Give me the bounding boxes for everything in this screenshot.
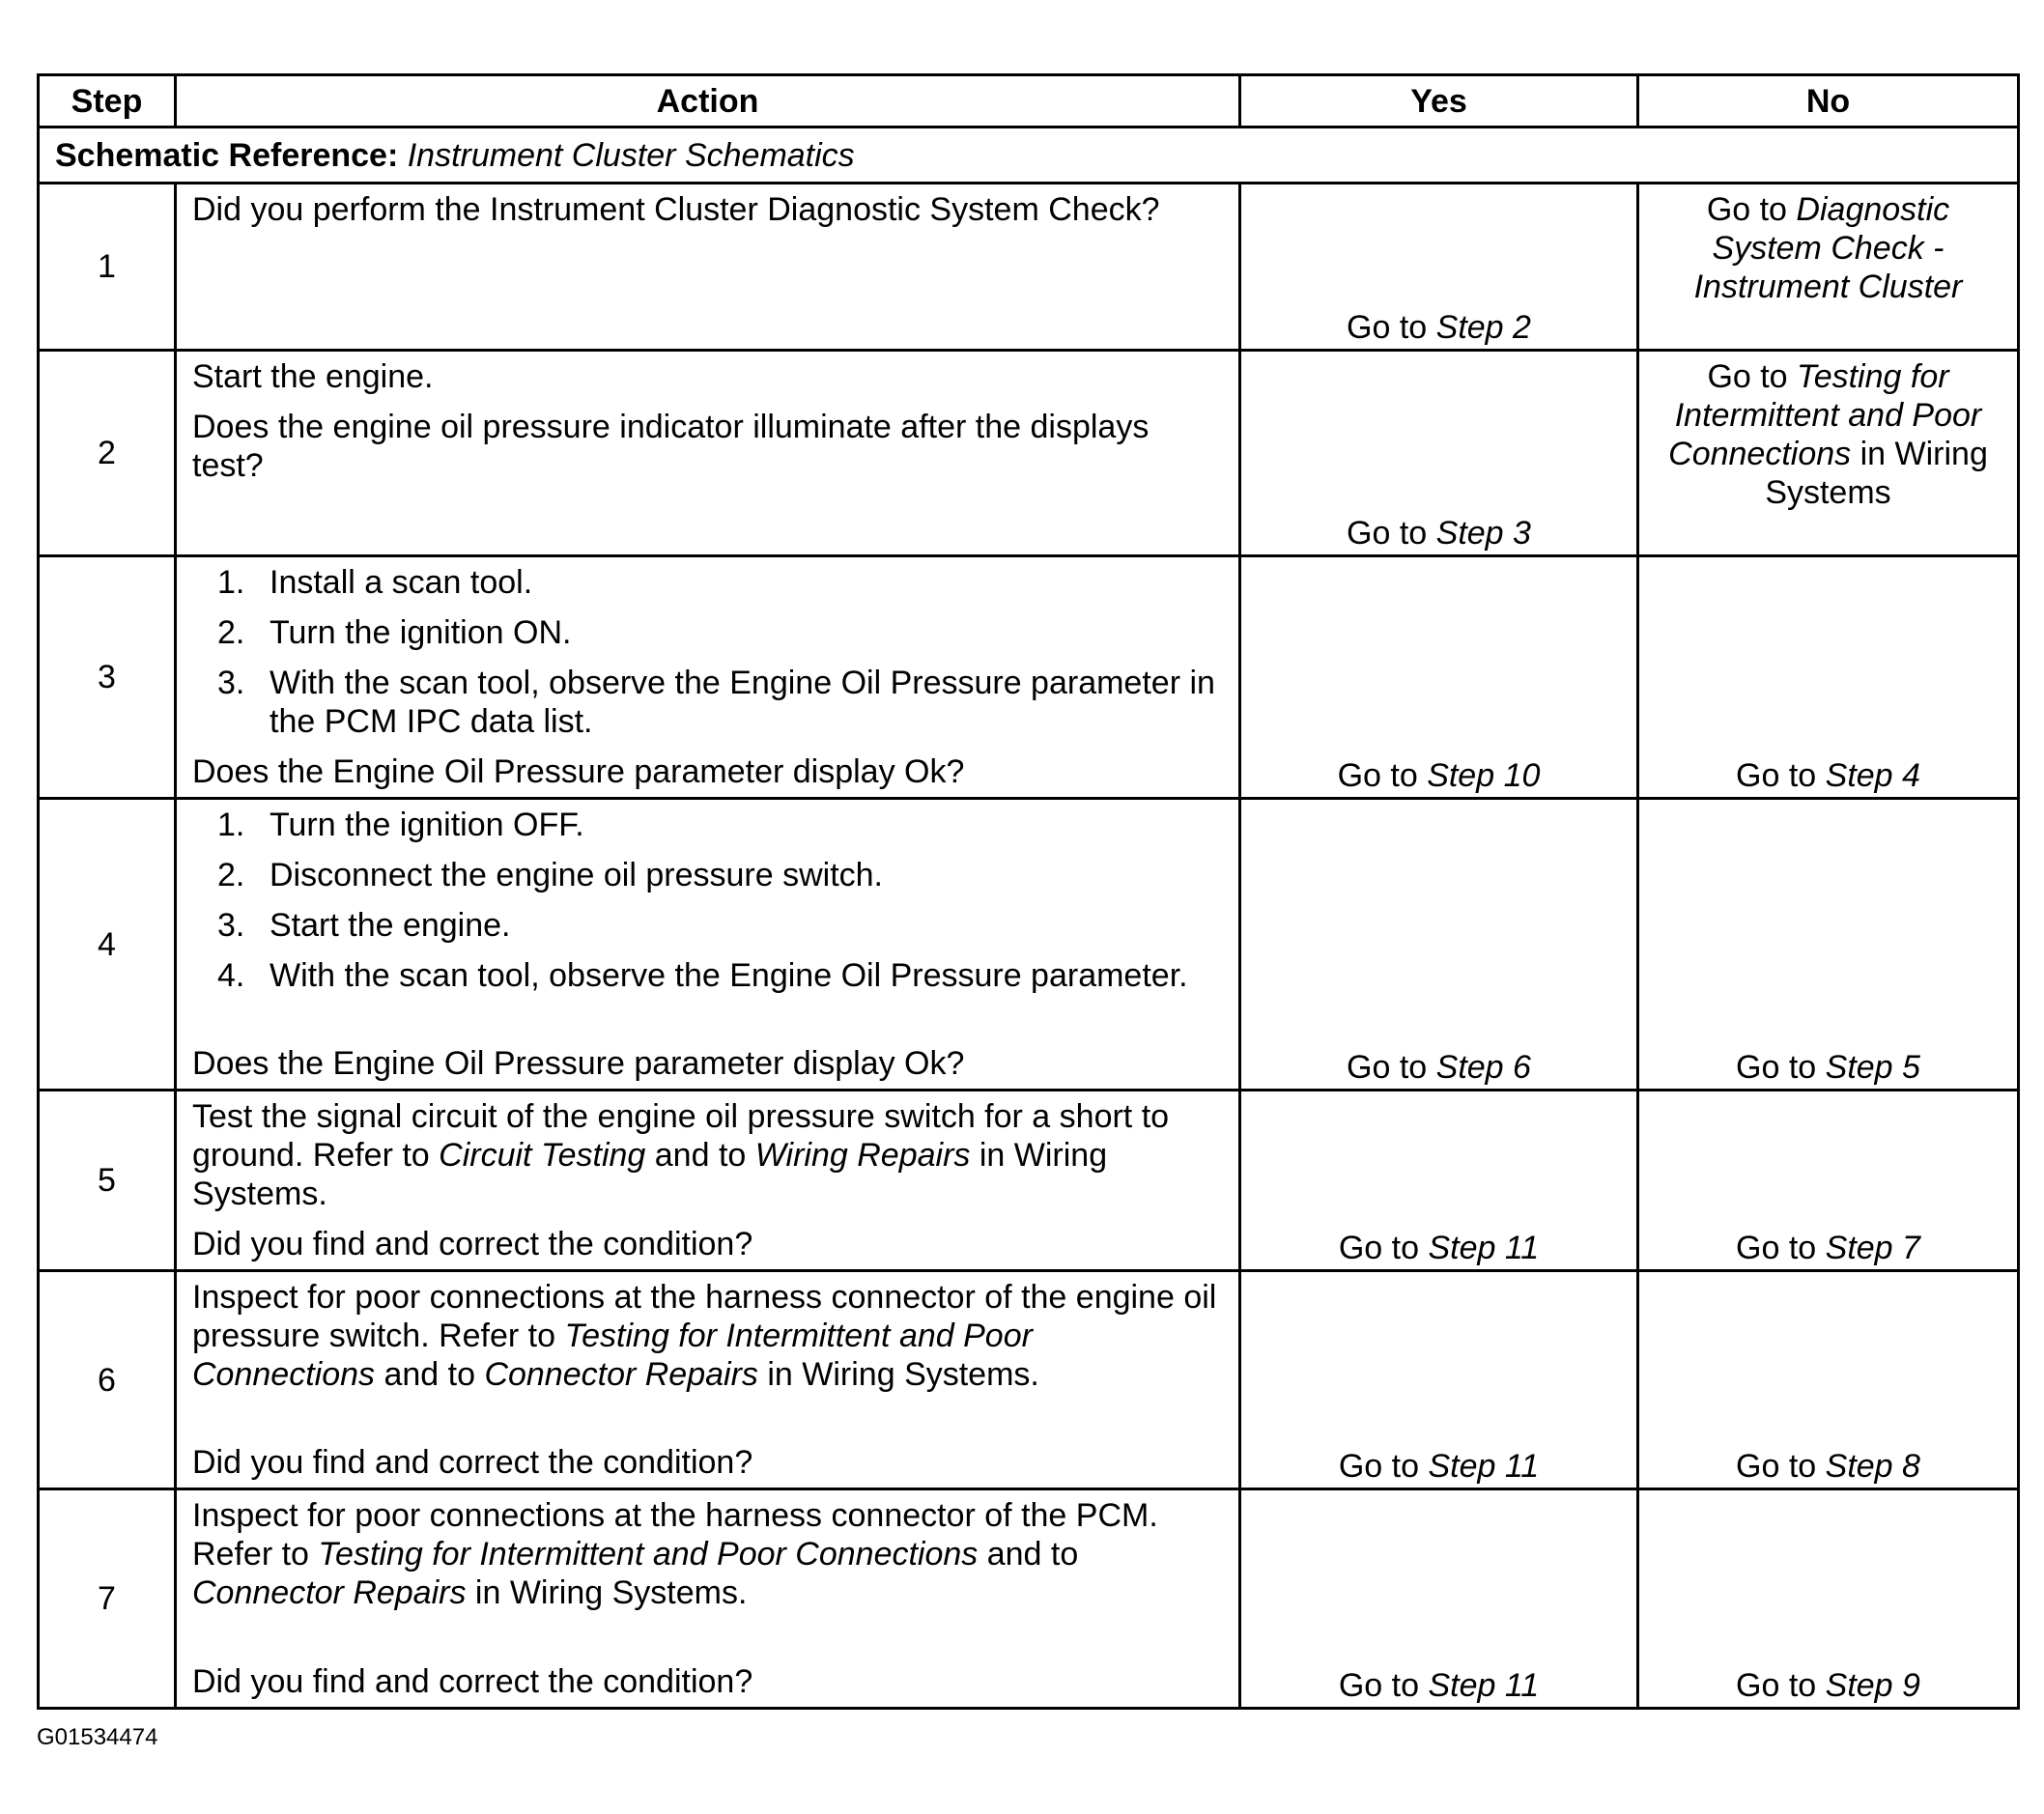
reference-link-text: Testing for Intermittent and Poor Connections — [192, 1318, 1033, 1393]
action-step-text: Turn the ignition ON. — [270, 614, 572, 651]
action-step-item — [192, 613, 1223, 652]
action-content — [192, 1496, 1223, 1701]
action-step-text: With the scan tool, observe the Engine Oil Pressure parameter. — [270, 957, 1188, 994]
text-run: in Wiring Systems. — [757, 1356, 1039, 1393]
table-row — [39, 799, 2019, 1091]
action-step-text: Turn the ignition OFF. — [270, 807, 584, 843]
action-question: Did you find and correct the condition? — [192, 1444, 753, 1481]
text-run: Go to — [1338, 1667, 1429, 1704]
action-content — [192, 1278, 1223, 1482]
reference-link-text: Connector Repairs — [192, 1574, 467, 1611]
text-run: in Wiring Systems. — [192, 1137, 1108, 1212]
action-paragraph — [192, 1097, 1223, 1213]
no-cell — [1638, 556, 2019, 799]
text-run: Go to — [1736, 757, 1826, 794]
reference-link-text: Step 11 — [1428, 1448, 1540, 1485]
text-run: Test the signal circuit of the engine oil pressure switch for a short to ground. Refer to — [192, 1098, 1170, 1174]
reference-link-text: Step 4 — [1825, 757, 1920, 794]
yes-result — [1241, 1048, 1636, 1087]
no-result — [1639, 1447, 2017, 1486]
header-row — [39, 75, 2019, 128]
text-run: Go to — [1736, 1049, 1826, 1086]
reference-link-text: Testing for Intermittent and Poor Connections — [318, 1536, 979, 1573]
action-content — [192, 1097, 1223, 1263]
step-number: 1 — [39, 184, 176, 351]
action-step-text: Disconnect the engine oil pressure switch. — [270, 857, 883, 893]
action-step-text: With the scan tool, observe the Engine Oil Pressure parameter in the PCM IPC data list. — [270, 665, 1215, 740]
step-number: 4 — [39, 799, 176, 1091]
action-step-number: 3. — [217, 665, 245, 701]
action-step-number: 3. — [217, 907, 245, 944]
text-run: Go to — [1347, 309, 1436, 346]
step-number: 6 — [39, 1271, 176, 1489]
schematic-reference-link: Instrument Cluster Schematics — [407, 136, 855, 174]
text-run: Go to — [1338, 1230, 1429, 1266]
text-run: and to — [645, 1137, 755, 1174]
action-cell — [176, 799, 1240, 1091]
no-result — [1639, 352, 2017, 512]
action-step-item — [192, 664, 1223, 741]
header-no: No — [1638, 75, 2019, 128]
action-step-item — [192, 563, 1223, 602]
text-run: Did you perform the Instrument Cluster Diagnostic System Check? — [192, 191, 1160, 228]
text-run: Does the engine oil pressure indicator illuminate after the displays test? — [192, 409, 1150, 484]
action-content — [192, 563, 1223, 791]
header-step: Step — [39, 75, 176, 128]
schematic-reference — [39, 128, 2019, 184]
action-paragraph — [192, 1278, 1223, 1394]
action-paragraph — [192, 408, 1223, 485]
reference-link-text: Wiring Repairs — [754, 1137, 971, 1174]
yes-result — [1241, 1666, 1636, 1705]
text-run: Inspect for poor connections at the harness connector of the engine oil pressure switch. Refer to — [192, 1279, 1217, 1354]
reference-link-text: Connector Repairs — [484, 1356, 758, 1393]
reference-link-text: Step 9 — [1825, 1667, 1920, 1704]
action-question: Does the Engine Oil Pressure parameter display Ok? — [192, 1045, 965, 1082]
action-content — [192, 357, 1223, 549]
action-step-item — [192, 906, 1223, 945]
step-number: 7 — [39, 1489, 176, 1709]
text-run: and to — [375, 1356, 485, 1393]
schematic-reference-label: Schematic Reference: — [55, 136, 399, 174]
yes-result — [1241, 1447, 1636, 1486]
text-run: and to — [978, 1536, 1079, 1573]
no-cell — [1638, 799, 2019, 1091]
header-action: Action — [176, 75, 1240, 128]
action-steps-list — [192, 806, 1223, 995]
text-run: Go to — [1347, 515, 1436, 552]
action-cell — [176, 1489, 1240, 1709]
reference-link-text: Step 2 — [1435, 309, 1531, 346]
step-number: 5 — [39, 1091, 176, 1271]
text-run: Start the engine. — [192, 358, 434, 395]
action-content — [192, 190, 1223, 343]
text-run: Go to — [1706, 191, 1797, 228]
text-run: Go to — [1736, 1667, 1826, 1704]
no-cell — [1638, 351, 2019, 556]
action-step-number: 1. — [217, 807, 245, 843]
action-question: Did you find and correct the condition? — [192, 1663, 753, 1700]
reference-link-text: Step 8 — [1825, 1448, 1920, 1485]
reference-link-text: Step 6 — [1435, 1049, 1531, 1086]
action-paragraph — [192, 1496, 1223, 1612]
reference-link-text: Step 3 — [1435, 515, 1531, 552]
action-step-item — [192, 956, 1223, 995]
yes-cell — [1240, 1271, 1638, 1489]
action-content — [192, 806, 1223, 1083]
no-result — [1639, 1666, 2017, 1705]
no-result — [1639, 184, 2017, 306]
action-step-number: 2. — [217, 857, 245, 893]
figure-code: G01534474 — [37, 1724, 158, 1750]
yes-cell — [1240, 556, 1638, 799]
yes-cell — [1240, 1091, 1638, 1271]
action-step-number: 1. — [217, 564, 245, 601]
text-run: Go to — [1338, 1448, 1429, 1485]
action-step-number: 2. — [217, 614, 245, 651]
header-yes: Yes — [1240, 75, 1638, 128]
action-step-number: 4. — [217, 957, 245, 994]
action-question: Did you find and correct the condition? — [192, 1226, 753, 1262]
reference-link-text: Step 11 — [1428, 1667, 1540, 1704]
table-row — [39, 556, 2019, 799]
no-cell — [1638, 1489, 2019, 1709]
text-run: Go to — [1736, 1448, 1826, 1485]
text-run: Inspect for poor connections at the harness connector of the PCM. Refer to — [192, 1497, 1158, 1573]
action-step-text: Install a scan tool. — [270, 564, 533, 601]
diagnostic-table — [37, 73, 2020, 1710]
no-result — [1639, 1048, 2017, 1087]
yes-cell — [1240, 184, 1638, 351]
reference-link-text: Step 7 — [1825, 1230, 1920, 1266]
text-run: Go to — [1337, 757, 1428, 794]
action-step-item — [192, 806, 1223, 844]
text-run: in Wiring Systems — [1765, 436, 1988, 511]
action-step-item — [192, 856, 1223, 894]
table-row — [39, 184, 2019, 351]
yes-cell — [1240, 351, 1638, 556]
yes-result — [1241, 756, 1636, 795]
reference-link-text: Step 11 — [1428, 1230, 1540, 1266]
no-result — [1639, 1229, 2017, 1267]
text-run: Go to — [1736, 1230, 1826, 1266]
yes-cell — [1240, 1489, 1638, 1709]
action-question: Does the Engine Oil Pressure parameter display Ok? — [192, 753, 965, 790]
yes-result — [1241, 514, 1636, 553]
reference-link-text: Testing for Intermittent and Poor Connections — [1668, 358, 1982, 472]
text-run: Go to — [1707, 358, 1798, 395]
action-paragraph — [192, 357, 1223, 396]
yes-cell — [1240, 799, 1638, 1091]
reference-link-text: Step 5 — [1825, 1049, 1920, 1086]
table-row — [39, 351, 2019, 556]
action-steps-list — [192, 563, 1223, 741]
no-cell — [1638, 1091, 2019, 1271]
table-row — [39, 1271, 2019, 1489]
text-run: in Wiring Systems. — [466, 1574, 748, 1611]
action-cell — [176, 351, 1240, 556]
table-row — [39, 1091, 2019, 1271]
step-number: 3 — [39, 556, 176, 799]
reference-link-text: Circuit Testing — [439, 1137, 646, 1174]
no-result — [1639, 756, 2017, 795]
table-row — [39, 1489, 2019, 1709]
action-cell — [176, 184, 1240, 351]
no-cell — [1638, 1271, 2019, 1489]
reference-link-text: Diagnostic System Check - Instrument Cluster — [1693, 191, 1963, 305]
schematic-reference-row — [39, 128, 2019, 184]
action-cell — [176, 1091, 1240, 1271]
action-paragraph — [192, 190, 1223, 229]
no-cell — [1638, 184, 2019, 351]
step-number: 2 — [39, 351, 176, 556]
action-step-text: Start the engine. — [270, 907, 511, 944]
reference-link-text: Step 10 — [1427, 757, 1541, 794]
yes-result — [1241, 308, 1636, 347]
text-run: Go to — [1347, 1049, 1436, 1086]
yes-result — [1241, 1229, 1636, 1267]
action-cell — [176, 1271, 1240, 1489]
action-cell — [176, 556, 1240, 799]
